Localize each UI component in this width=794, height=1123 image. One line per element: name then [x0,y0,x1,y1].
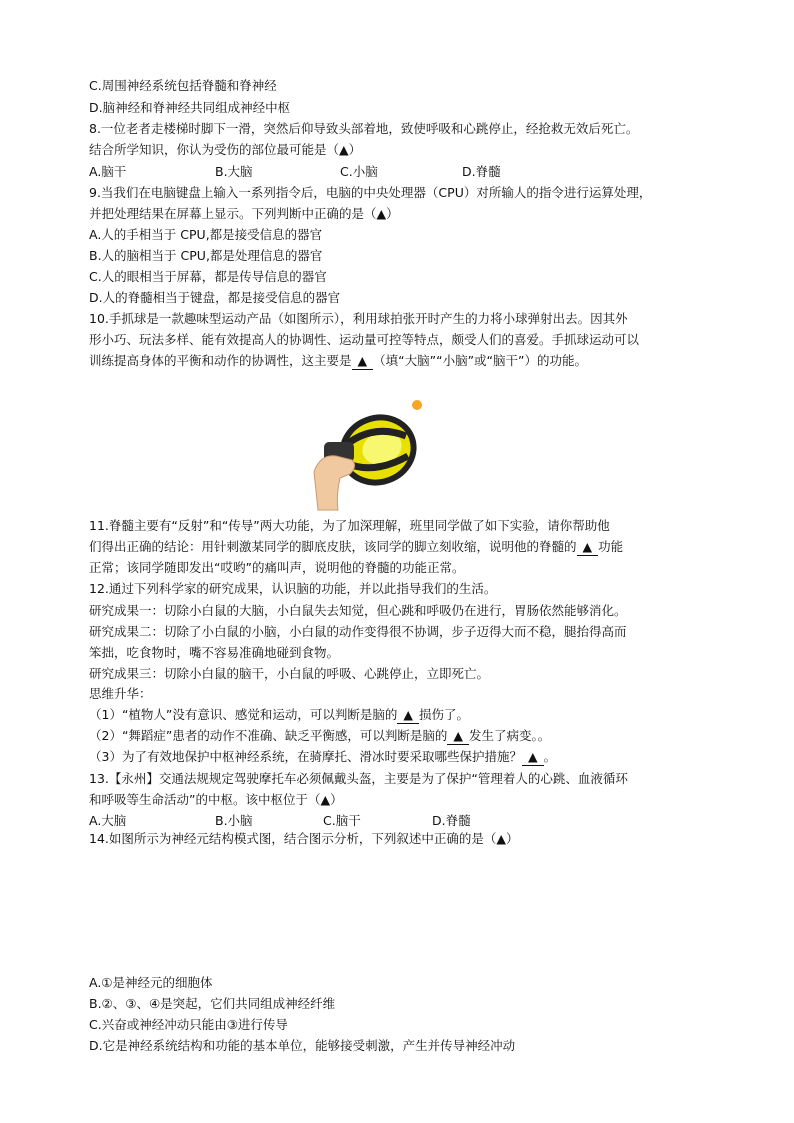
q12-result-2b: 笨拙，吃食物时，嘴不容易准确地碰到食物。 [89,645,340,660]
q8-option-b: B.大脑 [215,164,253,179]
grab-ball-figure-svg [310,392,432,512]
q9-stem-line1: 9.当我们在电脑键盘上输入一系列指令后，电脑的中央处理器（CPU）对所输人的指令进行运算处理， [89,185,652,200]
q12-result-1: 研究成果一：切除小白鼠的大脑，小白鼠失去知觉，但心跳和呼吸仍在进行，胃肠依然能够消化。 [89,603,627,618]
q12-result-2a: 研究成果二：切除了小白鼠的小脑，小白鼠的动作变得很不协调，步子迈得大而不稳，腿抬得高而 [89,624,627,639]
q12-sub-1-blank[interactable]: ▲ [397,707,419,724]
q11-text-post: 功能 [598,539,624,554]
q8-option-a: A.脑干 [89,164,127,179]
q10-stem-line2: 形小巧、玩法多样、能有效提高人的协调性、运动量可控等特点，颇受人们的喜爱。手抓球运动可以 [89,332,640,347]
q8-stem-line2: 结合所学知识，你认为受伤的部位最可能是（▲） [89,142,362,157]
hand-icon [314,456,355,510]
q10-text-post: （填“大脑”“小脑”或“脑干”）的功能。 [373,353,587,368]
q11-stem-line3: 正常；该同学随即发出“哎哟”的痛叫声，说明他的脊髓的功能正常。 [89,560,465,575]
q13-stem-line2: 和呼吸等生命活动”的中枢。该中枢位于（▲） [89,792,343,807]
q9-option-a: A.人的手相当于 CPU,都是接受信息的器官 [89,227,323,242]
q12-sub-3-post: 。 [543,749,557,764]
q7-option-c: C.周围神经系统包括脊髓和脊神经 [89,78,277,93]
q11-stem-line2 [89,539,623,556]
q13-option-a: A.大脑 [89,813,127,828]
q14-option-d: D.它是神经系统结构和功能的基本单位，能够接受刺激，产生并传导神经冲动 [89,1038,516,1053]
q10-text-pre: 训练提高身体的平衡和动作的协调性，这主要是 [89,353,352,368]
q8-option-c: C.小脑 [340,164,378,179]
q13-option-d: D.脊髓 [432,813,471,828]
q13-option-b: B.小脑 [215,813,253,828]
q9-option-c: C.人的眼相当于屏幕，都是传导信息的器官 [89,269,327,284]
q7-option-d: D.脑神经和脊神经共同组成神经中枢 [89,100,291,115]
q14-option-c: C.兴奋或神经冲动只能由③进行传导 [89,1017,288,1032]
q14-option-b: B.②、③、④是突起，它们共同组成神经纤维 [89,996,336,1011]
q12-sub-1-text: （1）“植物人”没有意识、感觉和运动，可以判断是脑的 [89,707,398,722]
q12-sub-3 [89,749,556,766]
q9-option-b: B.人的脑相当于 CPU,都是处理信息的器官 [89,248,323,263]
q12-sub-3-blank[interactable]: ▲ [522,749,544,766]
q12-sub-2 [89,728,550,745]
q12-sub-3-text: （3）为了有效地保护中枢神经系统，在骑摩托、滑冰时要采取哪些保护措施？ [89,749,522,764]
q9-option-d: D.人的脊髓相当于键盘，都是接受信息的器官 [89,290,341,305]
q14-stem: 14.如图所示为神经元结构模式图，结合图示分析，下列叙述中正确的是（▲） [89,831,519,846]
q10-stem-line1: 10.手抓球是一款趣味型运动产品（如图所示），利用球拍张开时产生的力将小球弹射出去。因其外 [89,311,628,326]
q10-stem-line3 [89,353,587,370]
q13-option-c: C.脑干 [323,813,361,828]
q9-stem-line2: 并把处理结果在屏幕上显示。下列判断中正确的是（▲） [89,206,399,221]
q12-think-heading: 思维升华： [89,686,152,701]
q11-answer-blank[interactable]: ▲ [577,539,599,556]
q12-sub-2-post: 发生了病变。。 [469,728,551,743]
q12-sub-2-blank[interactable]: ▲ [447,728,469,745]
q14-option-a: A.①是神经元的细胞体 [89,975,213,990]
q12-sub-1-post: 损伤了。 [419,707,470,722]
q10-answer-blank[interactable]: ▲ [352,353,374,370]
q8-option-d: D.脊髓 [462,164,501,179]
q11-text-pre: 们得出正确的结论：用针刺激某同学的脚底皮肤，该同学的脚立刻收缩，说明他的脊髓的 [89,539,577,554]
q12-sub-1 [89,707,469,724]
q13-stem-line1: 13.【永州】交通法规规定驾驶摩托车必须佩戴头盔，主要是为了保护“管理着人的心跳、血液循环 [89,771,628,786]
q8-stem-line1: 8.一位老者走楼梯时脚下一滑，突然后仰导致头部着地，致使呼吸和心跳停止，经抢救无效后死亡。 [89,121,639,136]
hand-grab-ball-illustration [310,392,432,512]
flying-ball-icon [412,400,422,410]
q12-result-3: 研究成果三：切除小白鼠的脑干，小白鼠的呼吸、心跳停止，立即死亡。 [89,666,490,681]
q11-stem-line1: 11.脊髓主要有“反射”和“传导”两大功能，为了加深理解，班里同学做了如下实验，请你帮助他 [89,518,610,533]
q12-sub-2-text: （2）“舞蹈症”患者的动作不准确、缺乏平衡感，可以判断是脑的 [89,728,448,743]
q12-stem: 12.通过下列科学家的研究成果，认识脑的功能，并以此指导我们的生活。 [89,581,497,596]
